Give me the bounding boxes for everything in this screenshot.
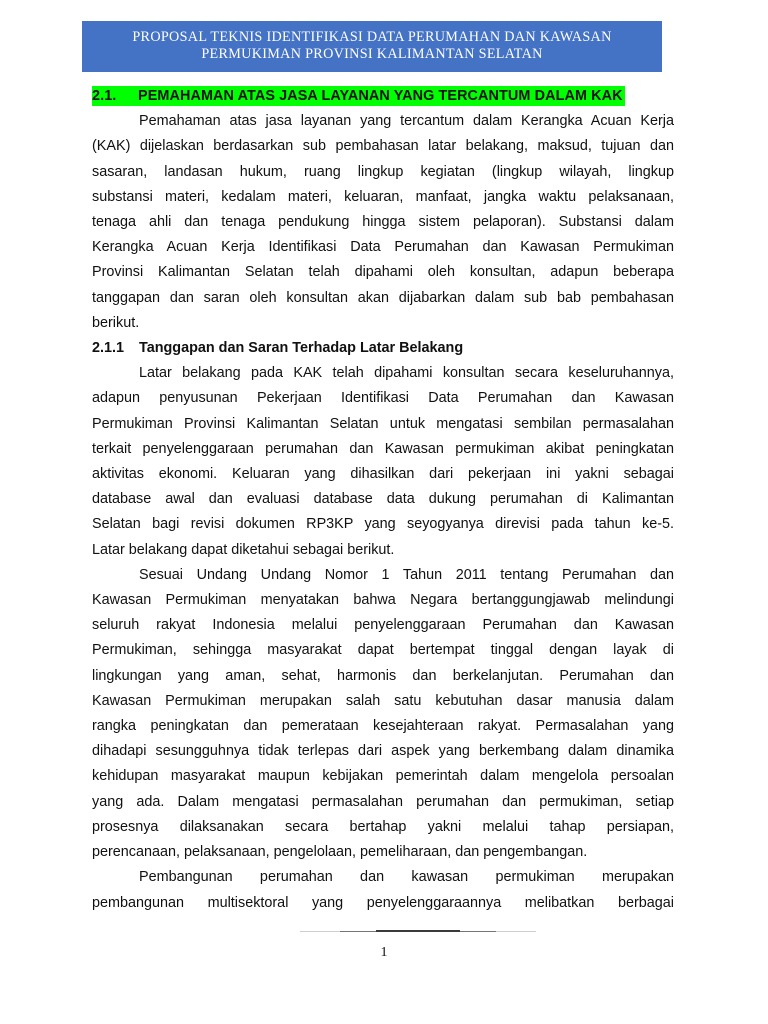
paragraph-line: Latar belakang pada KAK telah dipahami konsultan secara keseluruhannya, <box>139 365 674 382</box>
section-number: 2.1. <box>92 88 117 104</box>
paragraph-line: Permukiman, sehingga masyarakat dapat bertempat tinggal dengan layak di <box>92 642 674 659</box>
page-number: 1 <box>380 945 388 960</box>
paragraph-line: Pemahaman atas jasa layanan yang tercantum dalam Kerangka Acuan Kerja <box>139 113 674 130</box>
paragraph-line: pembangunan multisektoral yang penyelenggaraannya melibatkan berbagai <box>92 894 674 911</box>
header-title-line-2: PERMUKIMAN PROVINSI KALIMANTAN SELATAN <box>201 46 543 62</box>
paragraph-line: Permukiman Provinsi Kalimantan Selatan untuk mengatasi sembilan permasalahan <box>92 415 674 432</box>
paragraph-line: Selatan bagi revisi dokumen RP3KP yang seyogyanya direvisi pada tahun ke-5. <box>92 516 674 533</box>
paragraph-line: perencanaan, pelaksanaan, pengelolaan, pemeliharaan, dan pengembangan. <box>92 844 588 861</box>
paragraph-1 <box>92 109 674 336</box>
paragraph-line: tanggapan dan saran oleh konsultan akan dijabarkan dalam sub bab pembahasan <box>92 289 674 306</box>
footer-divider <box>300 930 536 933</box>
document-header-banner <box>82 21 662 72</box>
paragraph-line: tenaga ahli dan tenaga pendukung hingga sistem pelaporan). Substansi dalam <box>92 214 674 231</box>
paragraph-line: lingkungan yang aman, sehat, harmonis dan berkelanjutan. Perumahan dan <box>92 667 674 684</box>
section-title: PEMAHAMAN ATAS JASA LAYANAN YANG TERCANTUM DALAM KAK <box>138 88 623 104</box>
paragraph-line: Kerangka Acuan Kerja Identifikasi Data Perumahan dan Kawasan Permukiman <box>92 239 674 256</box>
paragraph-line: sasaran, landasan hukum, ruang lingkup kegiatan (lingkup wilayah, lingkup <box>92 163 674 180</box>
paragraph-line: Kawasan Permukiman menyatakan bahwa Negara bertanggungjawab melindungi <box>92 592 674 609</box>
paragraph-line: yang ada. Dalam mengatasi permasalahan perumahan dan permukiman, setiap <box>92 793 674 810</box>
subsection-heading <box>92 336 674 361</box>
paragraph-line: kehidupan masyarakat maupun kebijakan pemerintah dalam mengelola persoalan <box>92 768 674 785</box>
paragraph-line: aktivitas ekonomi. Keluaran yang dihasilkan dari pekerjaan ini yakni sebagai <box>92 466 674 483</box>
paragraph-line: substansi materi, kedalam materi, keluaran, manfaat, jangka waktu pelaksanaan, <box>92 188 674 205</box>
paragraph-3 <box>92 563 674 865</box>
paragraph-line: terkait penyelenggaraan perumahan dan Kawasan permukiman akibat peningkatan <box>92 440 674 457</box>
section-heading <box>92 86 625 106</box>
paragraph-line: Sesuai Undang Undang Nomor 1 Tahun 2011 tentang Perumahan dan <box>139 566 674 583</box>
paragraph-line: (KAK) dijelaskan berdasarkan sub pembahasan latar belakang, maksud, tujuan dan <box>92 138 674 155</box>
paragraph-line: Latar belakang dapat diketahui sebagai berikut. <box>92 541 395 558</box>
subsection-number: 2.1.1 <box>92 340 125 357</box>
paragraph-4 <box>92 865 674 915</box>
paragraph-line: dihadapi sesungguhnya tidak terlepas dari aspek yang berkembang dalam dinamika <box>92 743 674 760</box>
paragraph-line: adapun penyusunan Pekerjaan Identifikasi Data Perumahan dan Kawasan <box>92 390 674 407</box>
document-body <box>92 84 674 916</box>
paragraph-line: database awal dan evaluasi database data dukung perumahan di Kalimantan <box>92 491 674 508</box>
paragraph-line: prosesnya dilaksanakan secara bertahap yakni melalui tahap persiapan, <box>92 818 674 835</box>
paragraph-line: seluruh rakyat Indonesia melalui penyelenggaraan Perumahan dan Kawasan <box>92 617 674 634</box>
paragraph-line: rangka peningkatan dan pemerataan kesejahteraan rakyat. Permasalahan yang <box>92 718 674 735</box>
paragraph-line: Kawasan Permukiman merupakan salah satu kebutuhan dasar manusia dalam <box>92 692 674 709</box>
paragraph-line: Pembangunan perumahan dan kawasan permukiman merupakan <box>139 869 674 886</box>
paragraph-2 <box>92 361 674 563</box>
header-title-line-1: PROPOSAL TEKNIS IDENTIFIKASI DATA PERUMAHAN DAN KAWASAN <box>132 29 612 45</box>
subsection-title: Tanggapan dan Saran Terhadap Latar Belakang <box>139 340 464 357</box>
paragraph-line: berikut. <box>92 314 140 331</box>
paragraph-line: Provinsi Kalimantan Selatan telah dipahami oleh konsultan, adapun beberapa <box>92 264 674 281</box>
